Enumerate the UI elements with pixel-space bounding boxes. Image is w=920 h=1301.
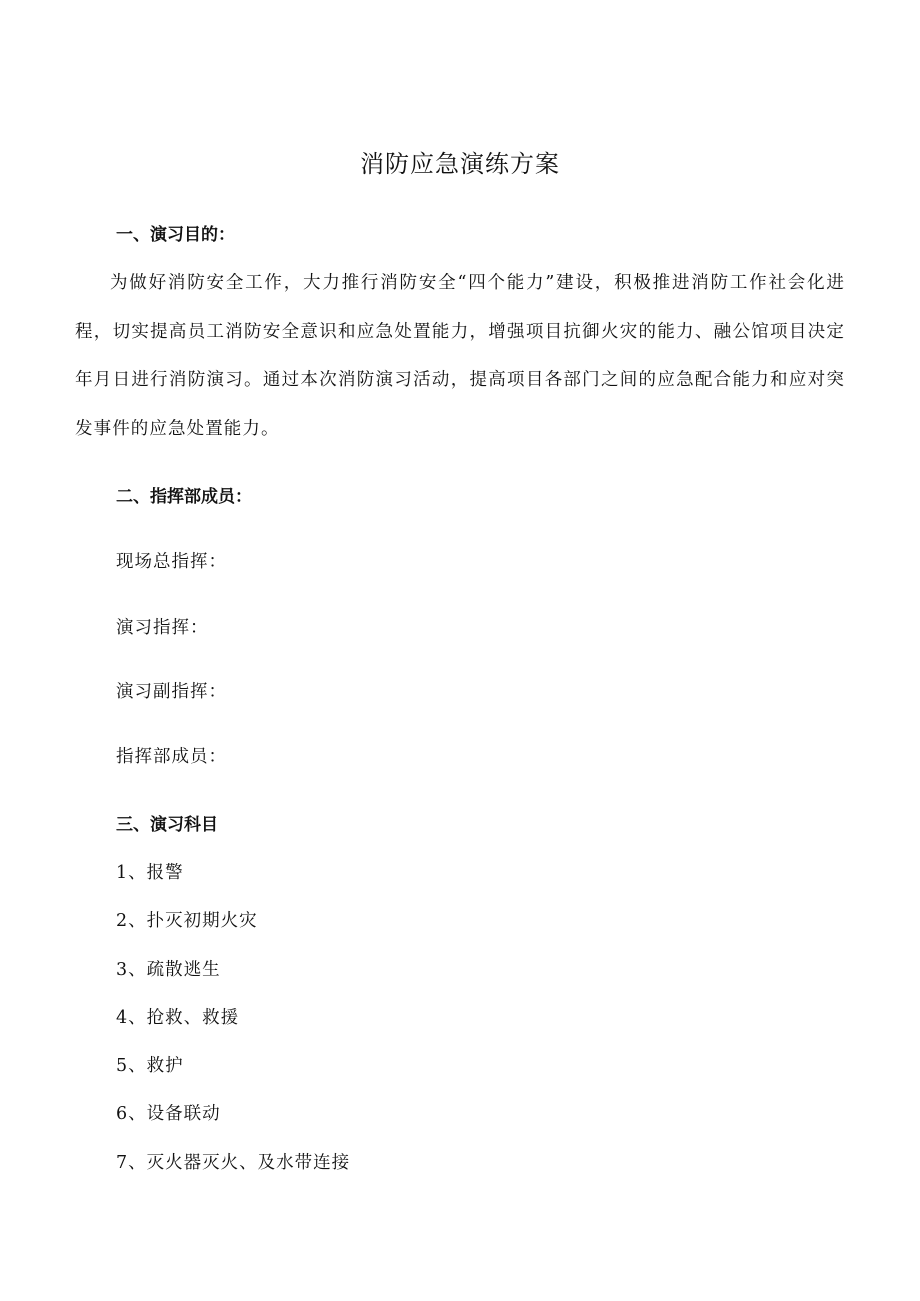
drill-item: 2、扑灭初期火灾 (116, 911, 258, 931)
document-title: 消防应急演练方案 (360, 150, 560, 178)
drill-item: 1、报警 (116, 863, 184, 883)
drill-item: 7、灭火器灭火、及水带连接 (116, 1153, 351, 1173)
section-heading-drill-subjects: 三、演习科目 (116, 815, 218, 835)
role-site-commander: 现场总指挥： (116, 552, 227, 572)
drill-item: 5、救护 (116, 1056, 184, 1076)
section-heading-command-members: 二、指挥部成员： (116, 487, 252, 507)
drill-item: 3、疏散逃生 (116, 960, 221, 980)
purpose-paragraph: 为做好消防安全工作，大力推行消防安全“四个能力”建设，积极推进消防工作社会化进程，切实提高员工消防安全意识和应急处置能力，增强项目抗御火灾的能力、融公馆项目决定年月日进行消防演习。通过本次消防演习活动，提高项目各部门之间的应急配合能力和应对突发事件的应急处置能力。 (75, 273, 845, 439)
role-drill-commander: 演习指挥： (116, 618, 209, 638)
section-heading-purpose: 一、演习目的： (116, 225, 235, 245)
role-deputy-commander: 演习副指挥： (116, 682, 227, 702)
role-command-members: 指挥部成员： (116, 747, 227, 767)
drill-item: 6、设备联动 (116, 1104, 221, 1124)
drill-item: 4、抢救、救援 (116, 1008, 240, 1028)
